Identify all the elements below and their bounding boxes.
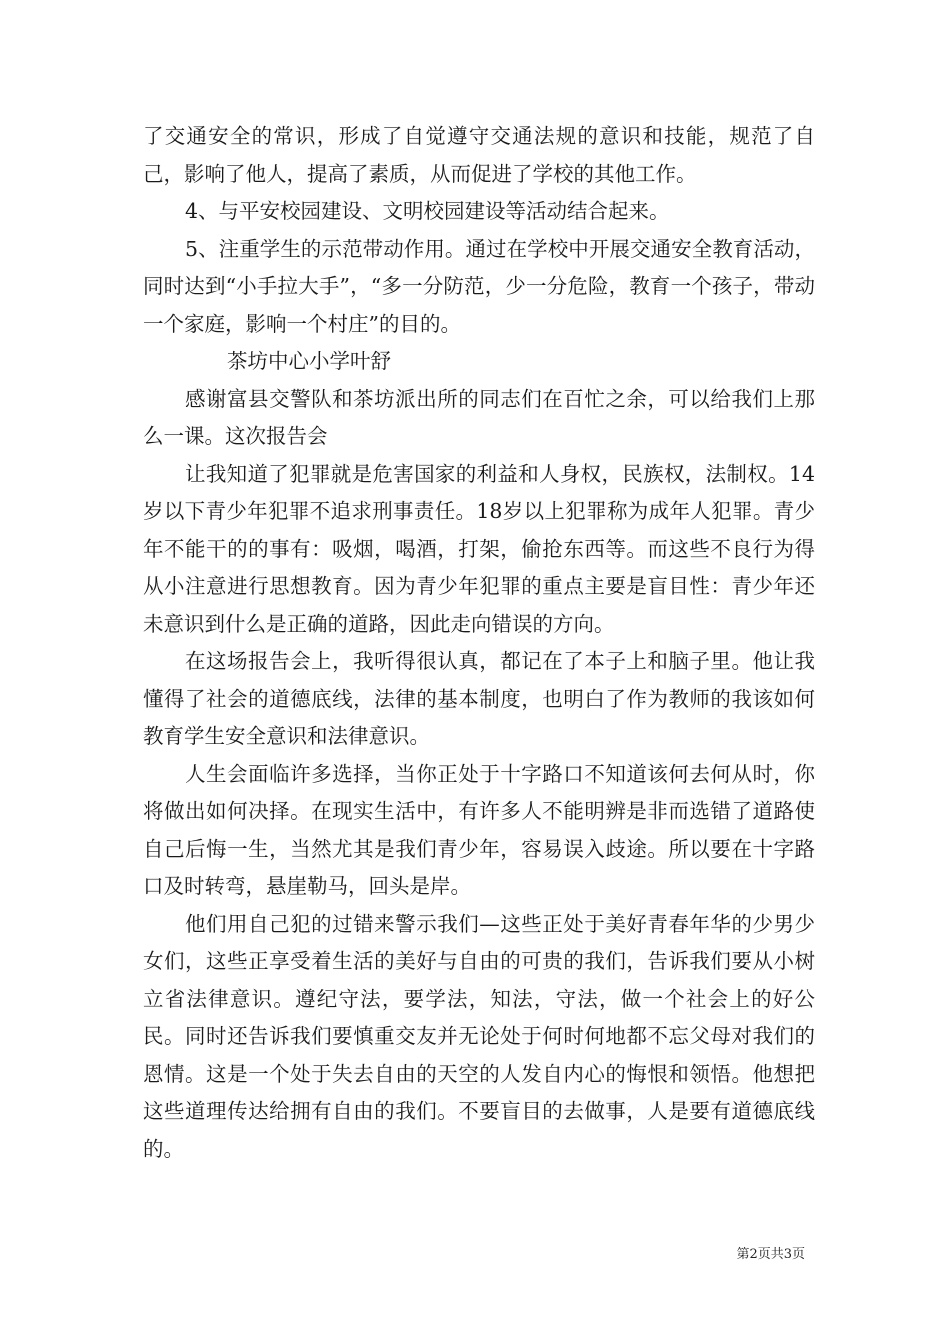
author-signature: 茶坊中心小学叶舒 xyxy=(227,349,391,373)
paragraph-item-4: 4、与平安校园建设、文明校园建设等活动结合起来。 xyxy=(185,199,670,223)
paragraph-report-meeting: 在这场报告会上，我听得很认真，都记在了本子上和脑子里。他让我懂得了社会的道德底线，法律的基本制度，也明白了作为教师的我该如何教育学生安全意识和法律意识。 xyxy=(143,649,815,748)
paragraph-thanks: 感谢富县交警队和茶坊派出所的同志们在百忙之余，可以给我们上那么一课。这次报告会 xyxy=(143,386,815,448)
paragraph-continuation: 了交通安全的常识，形成了自觉遵守交通法规的意识和技能，规范了自己，影响了他人，提高了素质，从而促进了学校的其他工作。 xyxy=(143,124,815,186)
paragraph-crime-knowledge: 让我知道了犯罪就是危害国家的利益和人身权，民族权，法制权。14岁以下青少年犯罪不追求刑事责任。18岁以上犯罪称为成年人犯罪。青少年不能干的的事有：吸烟，喝酒，打架，偷抢东西等。而这些不良行为得从小注意进行思想教育。因为青少年犯罪的重点主要是盲目性：青少年还未意识到什么是正确的道路，因此走向错误的方向。 xyxy=(143,461,815,636)
document-body xyxy=(143,118,815,1168)
paragraph-life-choices: 人生会面临许多选择，当你正处于十字路口不知道该何去何从时，你将做出如何决择。在现实生活中，有许多人不能明辨是非而选错了道路使自己后悔一生，当然尤其是我们青少年，容易误入歧途。所以要在十字路口及时转弯，悬崖勒马，回头是岸。 xyxy=(143,761,815,898)
paragraph-item-5: 5、注重学生的示范带动作用。通过在学校中开展交通安全教育活动，同时达到“小手拉大手”，“多一分防范，少一分危险，教育一个孩子，带动一个家庭，影响一个村庄”的目的。 xyxy=(143,236,815,336)
paragraph-warning: 他们用自己犯的过错来警示我们—这些正处于美好青春年华的少男少女们，这些正享受着生活的美好与自由的可贵的我们，告诉我们要从小树立省法律意识。遵纪守法，要学法，知法，守法，做一个社会上的好公民。同时还告诉我们要慎重交友并无论处于何时何地都不忘父母对我们的恩情。这是一个处于失去自由的天空的人发自内心的悔恨和领悟。他想把这些道理传达给拥有自由的我们。不要盲目的去做事，人是要有道德底线的。 xyxy=(143,911,815,1161)
page-number-footer: 第2页共3页 xyxy=(736,1247,805,1262)
